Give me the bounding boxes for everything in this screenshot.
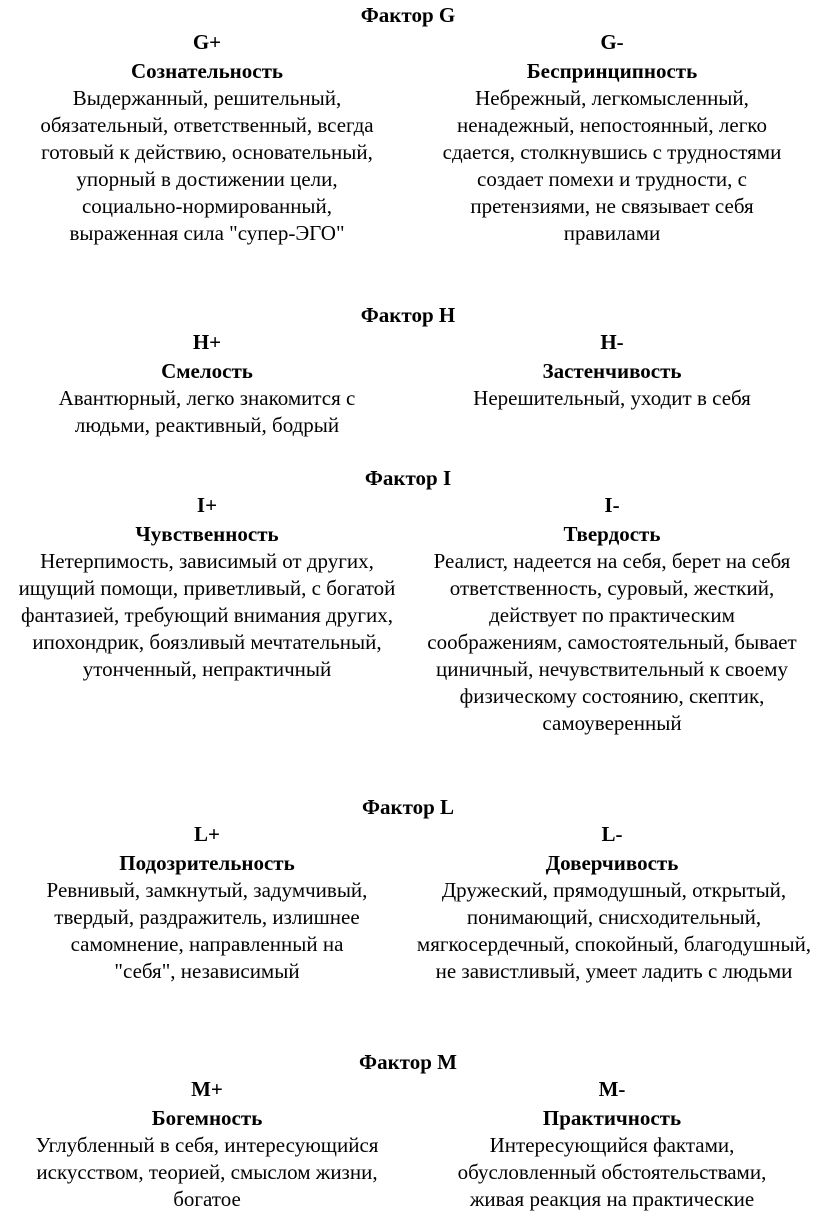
trait-name: Доверчивость [545, 851, 679, 875]
pole-label: I- [604, 493, 620, 517]
factor-g-section [0, 2, 816, 247]
factor-m-section [0, 1049, 816, 1213]
pole-label: G+ [192, 30, 222, 54]
trait-name: Богемность [151, 1106, 263, 1130]
plus-pole-column [0, 1075, 408, 1213]
factor-title: Фактор I [364, 466, 452, 490]
trait-description: Нерешительный, уходит в себя [473, 386, 751, 410]
factor-title: Фактор L [361, 795, 455, 819]
factor-columns [0, 491, 816, 737]
trait-description: Авантюрный, легко знакомится с людьми, реактивный, бодрый [58, 386, 356, 437]
trait-name: Подозрительность [119, 851, 295, 875]
trait-name: Застенчивость [542, 359, 682, 383]
pole-label: I+ [196, 493, 218, 517]
trait-description: Реалист, надеется на себя, берет на себя ответственность, суровый, жесткий, действует по практическим соображениям, самостоятельный, бывает циничный, нечувствительный к своему физическому состоянию, скептик, самоуверенный [427, 549, 797, 735]
factor-l-section [0, 794, 816, 985]
plus-pole-column [0, 820, 408, 985]
trait-description: Выдержанный, решительный, обязательный, ответственный, всегда готовый к действию, основательный, упорный в достижении цели, социально-нормированный, выраженная сила "супер-ЭГО" [40, 86, 374, 245]
factor-title: Фактор M [359, 1050, 457, 1074]
plus-pole-column [0, 28, 408, 247]
pole-label: H+ [192, 330, 222, 354]
pole-label: L+ [194, 822, 220, 846]
pole-label: M+ [191, 1077, 223, 1101]
trait-name: Сознательность [130, 59, 284, 83]
factor-columns [0, 1075, 816, 1213]
minus-pole-column [408, 28, 816, 247]
trait-description: Интересующийся фактами, обусловленный обстоятельствами, живая реакция на практические [457, 1133, 767, 1211]
plus-pole-column [0, 491, 408, 737]
trait-description: Ревнивый, замкнутый, задумчивый, твердый, раздражитель, излишнее самомнение, направленный на "себя", независимый [46, 878, 368, 983]
factor-columns [0, 328, 816, 439]
trait-description: Нетерпимость, зависимый от других, ищущий помощи, приветливый, с богатой фантазией, требующий внимания других, ипохондрик, боязливый мечтательный, утонченный, непрактичный [18, 549, 396, 681]
trait-description: Небрежный, легкомысленный, ненадежный, непостоянный, легко сдается, столкнувшись с трудностями создает помехи и трудности, с претензиями, не связывает себя правилами [442, 86, 782, 245]
pole-label: L- [601, 822, 623, 846]
factor-h-section [0, 302, 816, 439]
plus-pole-column [0, 328, 408, 439]
minus-pole-column [408, 491, 816, 737]
trait-name: Беспринципность [526, 59, 698, 83]
factor-i-section [0, 465, 816, 737]
trait-name: Практичность [542, 1106, 682, 1130]
pole-label: M- [598, 1077, 626, 1101]
trait-name: Чувственность [135, 522, 279, 546]
factor-title: Фактор H [360, 303, 456, 327]
factor-columns [0, 28, 816, 247]
trait-name: Твердость [563, 522, 661, 546]
minus-pole-column [408, 820, 816, 985]
pole-label: H- [600, 330, 624, 354]
trait-description: Дружеский, прямодушный, открытый, понимающий, снисходительный, мягкосердечный, спокойный, благодушный, не завистливый, умеет ладить с людьми [416, 878, 812, 983]
factor-title: Фактор G [360, 3, 456, 27]
minus-pole-column [408, 328, 816, 439]
trait-name: Смелость [161, 359, 253, 383]
trait-description: Углубленный в себя, интересующийся искусством, теорией, смыслом жизни, богатое [35, 1133, 379, 1211]
pole-label: G- [600, 30, 624, 54]
factor-columns [0, 820, 816, 985]
minus-pole-column [408, 1075, 816, 1213]
